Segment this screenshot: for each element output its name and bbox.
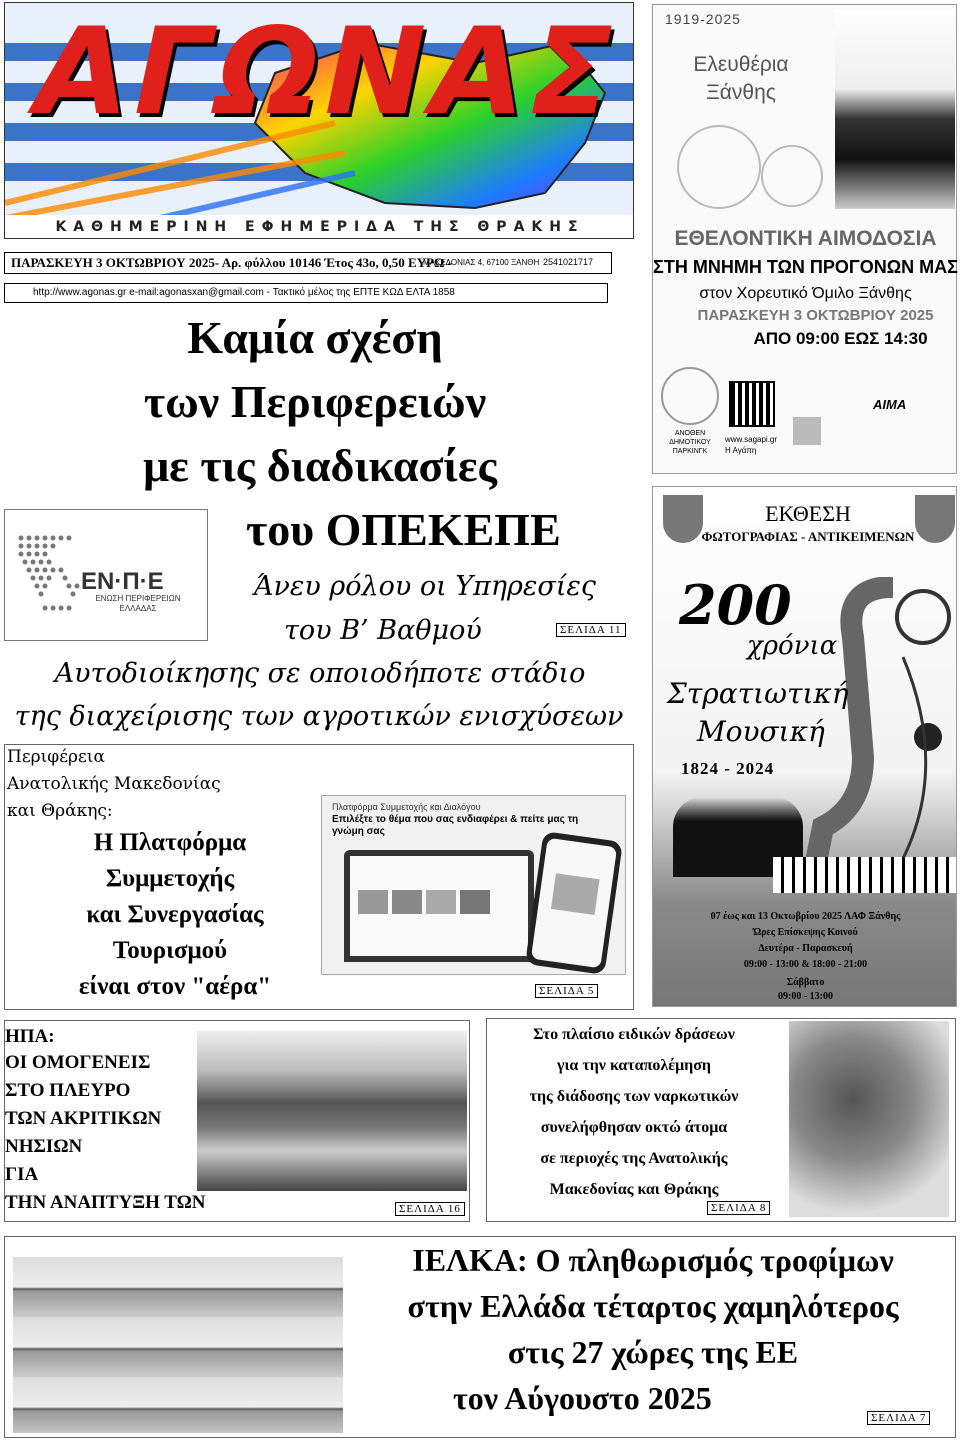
blood-ad-line-3: στον Χορευτικό Όμιλο Ξάνθης xyxy=(699,285,912,302)
blood-donation-ad[interactable] xyxy=(652,4,957,474)
platform-headline-1: Η Πλατφόρμα xyxy=(93,829,247,856)
music-ad-big: 200 xyxy=(679,573,792,637)
masthead-subtitle: ΚΑΘΗΜΕΡΙΝΗ ΕΦΗΜΕΡΙΔΑ ΤΗΣ ΘΡΑΚΗΣ xyxy=(55,219,585,235)
ielka-headline-4: τον Αύγουστο 2025 xyxy=(453,1380,712,1416)
drugs-page-ref[interactable]: ΣΕΛΙΔΑ 8 xyxy=(707,1201,770,1215)
blood-ad-title-1: Ελευθέρια xyxy=(693,53,789,76)
island-harbor-photo xyxy=(197,1031,467,1191)
usa-headline-3: ΣΤΟ ΠΛΕΥΡΟ xyxy=(5,1080,131,1101)
enpe-logo xyxy=(4,509,208,641)
blood-ad-footer-2: www.sagapi.gr xyxy=(725,435,778,444)
blood-ad-footer-4: ΑΙΜΑ xyxy=(873,397,907,412)
blood-ad-footer-1: ΑΝΟΘΕΝ ΔΗΜΟΤΙΚΟΥ ΠΑΡΚΙΝΓΚ xyxy=(669,430,711,455)
main-subhead-1: Άνευ ρόλου οι Υπηρεσίες xyxy=(253,571,597,602)
drugs-headline-4: συνελήφθησαν οκτώ άτομα xyxy=(540,1119,728,1136)
drugs-story-box xyxy=(486,1018,956,1222)
ielka-story-box xyxy=(4,1236,956,1438)
music-ad-info-6: 09:00 - 13:00 xyxy=(778,991,833,1002)
music-ad-info-4: 09:00 - 13:00 & 18:00 - 21:00 xyxy=(743,959,868,970)
piano-keys-strip xyxy=(773,857,957,893)
donation-badge-icon xyxy=(761,145,823,207)
music-ad-info-5: Σάββατο xyxy=(786,977,825,988)
blood-ad-line-5: ΑΠΟ 09:00 ΕΩΣ 14:30 xyxy=(753,329,928,348)
usa-headline-4: ΤΩΝ ΑΚΡΙΤΙΚΩΝ xyxy=(5,1108,162,1129)
contact-bar xyxy=(4,283,608,303)
drugs-headline-5: σε περιοχές της Ανατολικής xyxy=(540,1150,728,1167)
ielka-page-ref[interactable]: ΣΕΛΙΔΑ 7 xyxy=(867,1411,930,1425)
contact-line: http://www.agonas.gr e-mail:agonasxan@gmail.com - Τακτικό μέλος της ΕΠΤΕ ΚΩΔ ΕΛΤΑ 1858 xyxy=(33,287,455,298)
music-ad-title: ΕΚΘΕΣΗ xyxy=(765,501,851,526)
platform-headline-4: Τουρισμού xyxy=(112,937,228,964)
platform-headline-5: είναι στον "αέρα" xyxy=(78,973,272,1000)
main-page-ref[interactable]: ΣΕΛΙΔΑ 11 xyxy=(556,623,626,637)
usa-headline-5: ΝΗΣΙΩΝ xyxy=(5,1136,83,1157)
main-headline-3: με τις διαδικασίες xyxy=(143,440,497,491)
drugs-headline-2: για την καταπολέμηση xyxy=(556,1057,712,1074)
blood-ad-line-4: ΠΑΡΑΣΚΕΥΗ 3 ΟΚΤΩΒΡΙΟΥ 2025 xyxy=(697,307,934,324)
platform-headline-3: και Συνεργασίας xyxy=(86,901,264,928)
usa-story-box xyxy=(4,1020,470,1222)
usa-headline-1: ΗΠΑ: xyxy=(5,1026,55,1047)
soldier-horse-photo xyxy=(835,9,955,209)
qr-code-icon[interactable] xyxy=(729,381,775,427)
hospital-logo-icon xyxy=(793,417,821,445)
usa-page-ref[interactable]: ΣΕΛΙΔΑ 16 xyxy=(395,1202,465,1216)
platform-screenshot xyxy=(321,795,626,975)
platform-kicker-1: Περιφέρεια xyxy=(7,747,105,767)
platform-headline-2: Συμμετοχής xyxy=(105,865,235,892)
soldier-emblem-icon xyxy=(677,125,761,209)
platform-kicker-2: Ανατολικής Μακεδονίας xyxy=(7,774,221,794)
music-ad-subtitle: ΦΩΤΟΓΡΑΦΙΑΣ - ΑΝΤΙΚΕΙΜΕΝΩΝ xyxy=(701,529,915,544)
blood-ad-line-2: ΣΤΗ ΜΝΗΜΗ ΤΩΝ ΠΡΟΓΟΝΩΝ ΜΑΣ xyxy=(653,257,958,277)
music-ad-word: χρόνια xyxy=(747,631,838,661)
music-ad-line-2: Μουσική xyxy=(697,715,825,748)
phone-icon xyxy=(525,831,623,975)
enpe-logo-sub: ΕΝΩΣΗ ΠΕΡΙΦΕΡΕΙΩΝ ΕΛΛΑΔΑΣ xyxy=(95,594,181,613)
ielka-headline-3: στις 27 χώρες της ΕΕ xyxy=(507,1334,799,1370)
ielka-headline-2: στην Ελλάδα τέταρτος χαμηλότερος xyxy=(407,1288,899,1324)
seized-plants-photo xyxy=(789,1021,949,1217)
dateline-address: ΜΑΚΕΔΟΝΙΑΣ 4, 67100 ΞΑΝΘΗ xyxy=(423,258,540,267)
laptop-icon xyxy=(344,850,534,962)
blood-ad-line-1: ΕΘΕΛΟΝΤΙΚΗ ΑΙΜΟΔΟΣΙΑ xyxy=(674,227,937,250)
platform-screen-text: Επιλέξτε το θέμα που σας ενδιαφέρει & πείτε μας τη γνώμη σας xyxy=(332,814,579,837)
music-ad-years: 1824 - 2024 xyxy=(681,759,775,778)
main-headline-2: των Περιφερειών xyxy=(143,376,487,427)
ielka-headline-1: ΙΕΛΚΑ: Ο πληθωρισμός τροφίμων xyxy=(412,1242,894,1278)
platform-screen-title: Πλατφόρμα Συμμετοχής και Διαλόγου xyxy=(332,802,481,812)
main-subhead-4: της διαχείρισης των αγροτικών ενισχύσεων xyxy=(14,701,624,732)
music-ad-line-1: Στρατιωτική xyxy=(667,677,849,710)
blood-ad-title-2: Ξάνθης xyxy=(706,81,776,104)
masthead-title: ΑΓΩΝΑΣ xyxy=(20,3,633,142)
military-music-ad[interactable] xyxy=(652,486,957,1007)
drugs-headline-3: της διάδοσης των ναρκωτικών xyxy=(529,1088,739,1105)
main-headline-4: του ΟΠΕΚΕΠΕ xyxy=(246,504,561,555)
main-subhead-2: του Β’ Βαθμού xyxy=(284,615,482,646)
drugs-headline-6: Μακεδονίας και Θράκης xyxy=(549,1181,719,1198)
saxophone-art xyxy=(803,577,953,897)
supermarket-shelves-photo xyxy=(13,1257,343,1433)
main-subhead-3: Αυτοδιοίκησης σε οποιοδήποτε στάδιο xyxy=(54,658,586,689)
main-headline-1: Καμία σχέση xyxy=(187,312,443,363)
usa-headline-2: ΟΙ ΟΜΟΓΕΝΕΙΣ xyxy=(5,1052,151,1073)
music-ad-info-2: Ώρες Επίσκεψης Κοινού xyxy=(753,927,858,938)
usa-headline-7: ΤΗΝ ΑΝΑΠΤΥΞΗ ΤΩΝ xyxy=(5,1192,206,1213)
blood-ad-years: 1919-2025 xyxy=(665,11,741,27)
music-ad-info-3: Δευτέρα - Παρασκευή xyxy=(758,943,853,954)
drugs-headline-1: Στο πλαίσιο ειδικών δράσεων xyxy=(533,1026,735,1043)
platform-story-box xyxy=(4,744,634,1010)
masthead xyxy=(4,2,634,239)
dateline-bar xyxy=(4,252,612,274)
blood-ad-footer-3: Η Αγάπη xyxy=(725,446,757,455)
music-ad-info-1: 07 έως και 13 Οκτωβρίου 2025 ΛΑΦ Ξάνθης xyxy=(710,911,901,922)
club-logo-icon xyxy=(661,367,719,425)
platform-kicker-3: και Θράκης: xyxy=(7,801,113,821)
dateline-text: ΠΑΡΑΣΚΕΥΗ 3 ΟΚΤΩΒΡΙΟΥ 2025- Αρ. φύλλου 10146 Έτος 43ο, 0,50 ΕΥΡΩ - xyxy=(11,255,453,270)
dateline-phone: 2541021717 xyxy=(543,257,594,267)
enpe-logo-text: ΕΝ·Π·Ε xyxy=(81,568,164,595)
usa-headline-6: ΓΙΑ xyxy=(5,1164,39,1185)
platform-page-ref[interactable]: ΣΕΛΙΔΑ 5 xyxy=(535,984,598,998)
